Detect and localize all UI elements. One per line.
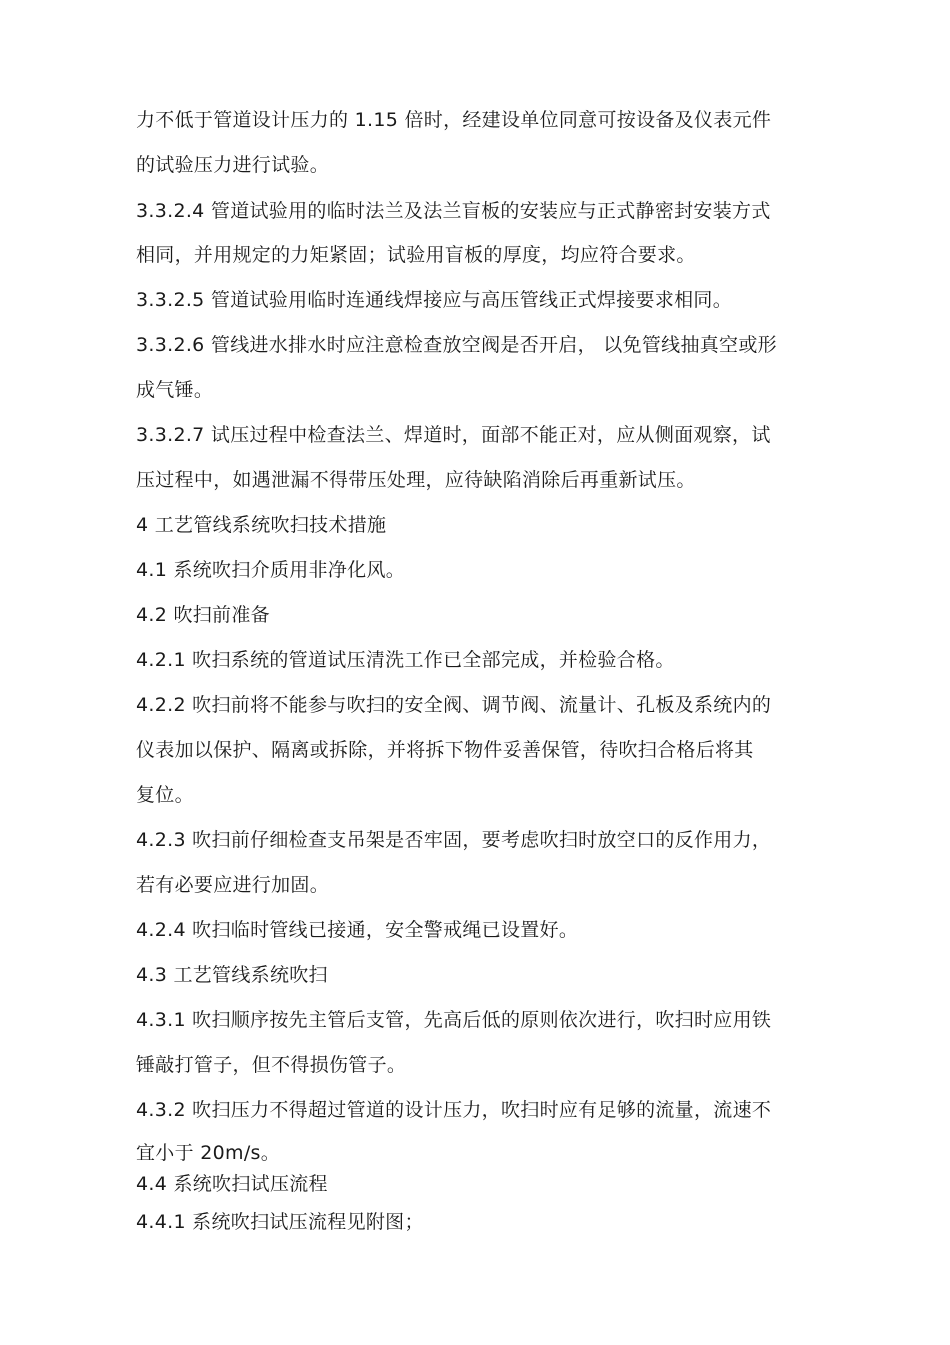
text-line: 4.4.1 系统吹扫试压流程见附图；: [136, 1211, 424, 1233]
text-line: 3.3.2.7 试压过程中检查法兰、焊道时，面部不能正对，应从侧面观察，试: [136, 424, 771, 446]
text-line: 3.3.2.5 管道试验用临时连通线焊接应与高压管线正式焊接要求相同。: [136, 289, 733, 311]
text-line: 压过程中，如遇泄漏不得带压处理，应待缺陷消除后再重新试压。: [136, 469, 696, 491]
subsection-heading: 4.4 系统吹扫试压流程: [136, 1173, 328, 1195]
text-line: 4.2.4 吹扫临时管线已接通，安全警戒绳已设置好。: [136, 919, 579, 941]
text-line: 成气锤。: [136, 379, 214, 401]
text-line: 4.3.1 吹扫顺序按先主管后支管，先高后低的原则依次进行，吹扫时应用铁: [136, 1009, 772, 1031]
text-line: 4.2.2 吹扫前将不能参与吹扫的安全阀、调节阀、流量计、孔板及系统内的: [136, 694, 772, 716]
subsection-heading: 4.2 吹扫前准备: [136, 604, 270, 626]
subsection-heading: 4.3 工艺管线系统吹扫: [136, 964, 328, 986]
text-line: 4.2.3 吹扫前仔细检查支吊架是否牢固，要考虑吹扫时放空口的反作用力，: [136, 829, 772, 851]
text-line: 力不低于管道设计压力的 1.15 倍时，经建设单位同意可按设备及仪表元件: [136, 109, 772, 131]
text-line: 的试验压力进行试验。: [136, 154, 330, 176]
text-line: 复位。: [136, 784, 194, 806]
text-line: 3.3.2.4 管道试验用的临时法兰及法兰盲板的安装应与正式静密封安装方式: [136, 200, 771, 222]
text-line: 仪表加以保护、隔离或拆除，并将拆下物件妥善保管，待吹扫合格后将其: [136, 739, 754, 761]
text-line: 4.3.2 吹扫压力不得超过管道的设计压力，吹扫时应有足够的流量，流速不: [136, 1099, 772, 1121]
text-line: 3.3.2.6 管线进水排水时应注意检查放空阀是否开启， 以免管线抽真空或形: [136, 334, 777, 356]
text-line: 锤敲打管子，但不得损伤管子。: [136, 1054, 407, 1076]
text-line: 4.2.1 吹扫系统的管道试压清洗工作已全部完成，并检验合格。: [136, 649, 675, 671]
text-line: 相同，并用规定的力矩紧固；试验用盲板的厚度，均应符合要求。: [136, 244, 696, 266]
text-line: 若有必要应进行加固。: [136, 874, 330, 896]
section-heading: 4 工艺管线系统吹扫技术措施: [136, 514, 387, 536]
text-line: 4.1 系统吹扫介质用非净化风。: [136, 559, 406, 581]
text-line: 宜小于 20m/s。: [136, 1142, 281, 1164]
